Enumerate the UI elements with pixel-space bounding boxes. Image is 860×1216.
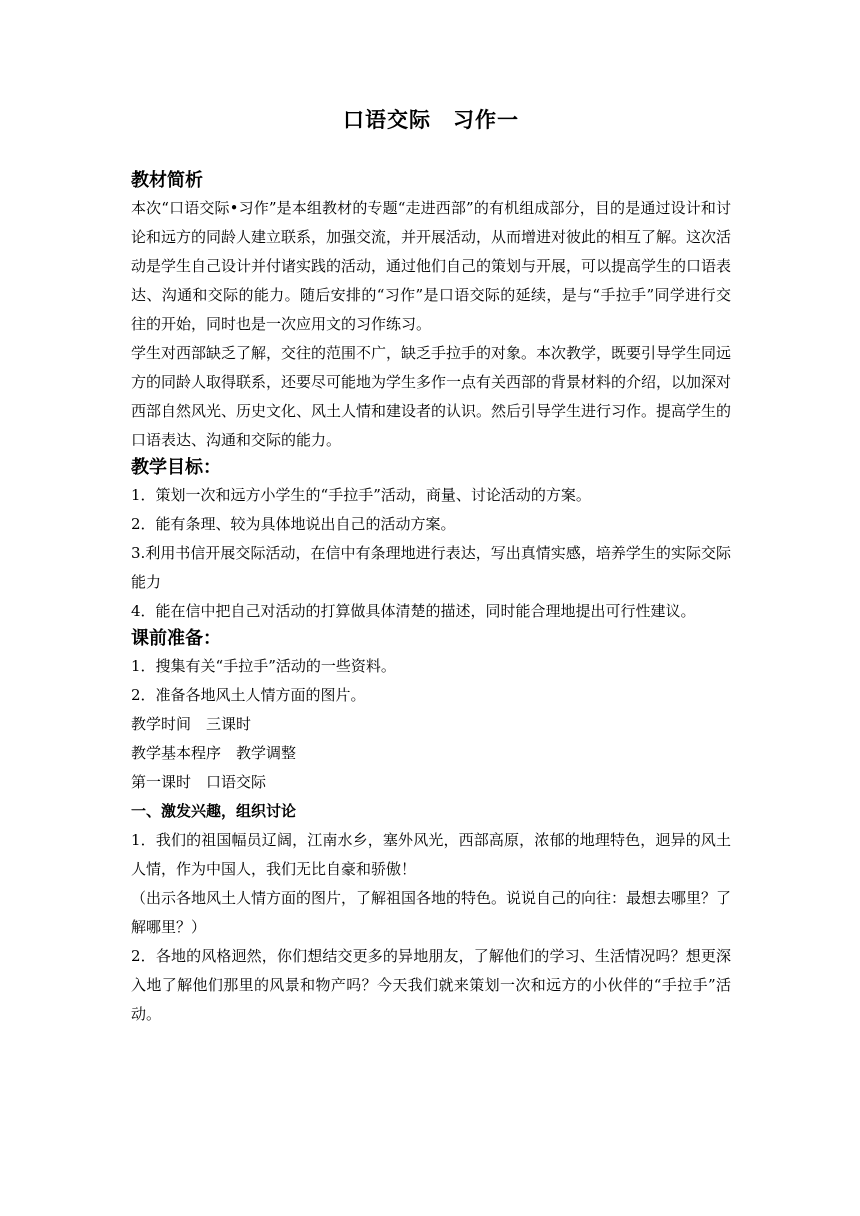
prep-item-1: 1．搜集有关“手拉手”活动的一些资料。 <box>131 657 396 675</box>
document-title: 口语交际 习作一 <box>343 107 519 132</box>
analysis-paragraph-1: 本次“口语交际•习作”是本组教材的专题“走进西部”的有机组成部分，目的是通过设计和讨论和远方的同龄人建立联系，加强交流，并开展活动，从而增进对彼此的相互了解。这次活动是学生自己设计并付诸实践的活动，通过他们自己的策划与开展，可以提高学生的口语表达、沟通和交际的能力。随后安排的“习作”是口语交际的延续，是与“手拉手”同学进行交往的开始，同时也是一次应用文的习作练习。 <box>131 199 732 333</box>
goals-heading: 教学目标： <box>131 457 221 478</box>
prep-heading: 课前准备： <box>131 628 221 649</box>
step-paragraph-3: 2．各地的风格迥然，你们想结交更多的异地朋友，了解他们的学习、生活情况吗？想更深入地了解他们那里的风景和物产吗？今天我们就来策划一次和远方的小伙伴的“手拉手”活动。 <box>131 947 731 1023</box>
goal-item-4: 4．能在信中把自己对活动的打算做具体清楚的描述，同时能合理地提出可行性建议。 <box>131 602 696 620</box>
teaching-time: 教学时间 三课时 <box>131 715 252 733</box>
analysis-heading: 教材简析 <box>131 170 203 191</box>
goal-item-2: 2．能有条理、较为具体地说出自己的活动方案。 <box>131 515 456 533</box>
document-page <box>131 100 731 1029</box>
step-paragraph-1: 1．我们的祖国幅员辽阔，江南水乡，塞外风光，西部高原，浓郁的地理特色，迥异的风土人情，作为中国人，我们无比自豪和骄傲！ <box>131 831 731 878</box>
teaching-procedure: 教学基本程序 教学调整 <box>131 744 297 762</box>
analysis-paragraph-2: 学生对西部缺乏了解，交往的范围不广，缺乏手拉手的对象。本次教学，既要引导学生同远方的同龄人取得联系，还要尽可能地为学生多作一点有关西部的背景材料的介绍，以加深对西部自然风光、历史文化、风土人情和建设者的认识。然后引导学生进行习作。提高学生的口语表达、沟通和交际的能力。 <box>131 344 732 449</box>
lesson-title: 第一课时 口语交际 <box>131 773 267 791</box>
goal-item-1: 1．策划一次和远方小学生的“手拉手”活动，商量、讨论活动的方案。 <box>131 486 591 504</box>
step-paragraph-2: （出示各地风土人情方面的图片，了解祖国各地的特色。说说自己的向往：最想去哪里？了解哪里？） <box>131 889 732 936</box>
goal-item-3: 3.利用书信开展交际活动，在信中有条理地进行表达，写出真情实感，培养学生的实际交际能力 <box>131 544 731 591</box>
step-heading: 一、激发兴趣，组织讨论 <box>131 802 297 820</box>
prep-item-2: 2．准备各地风土人情方面的图片。 <box>131 686 366 704</box>
